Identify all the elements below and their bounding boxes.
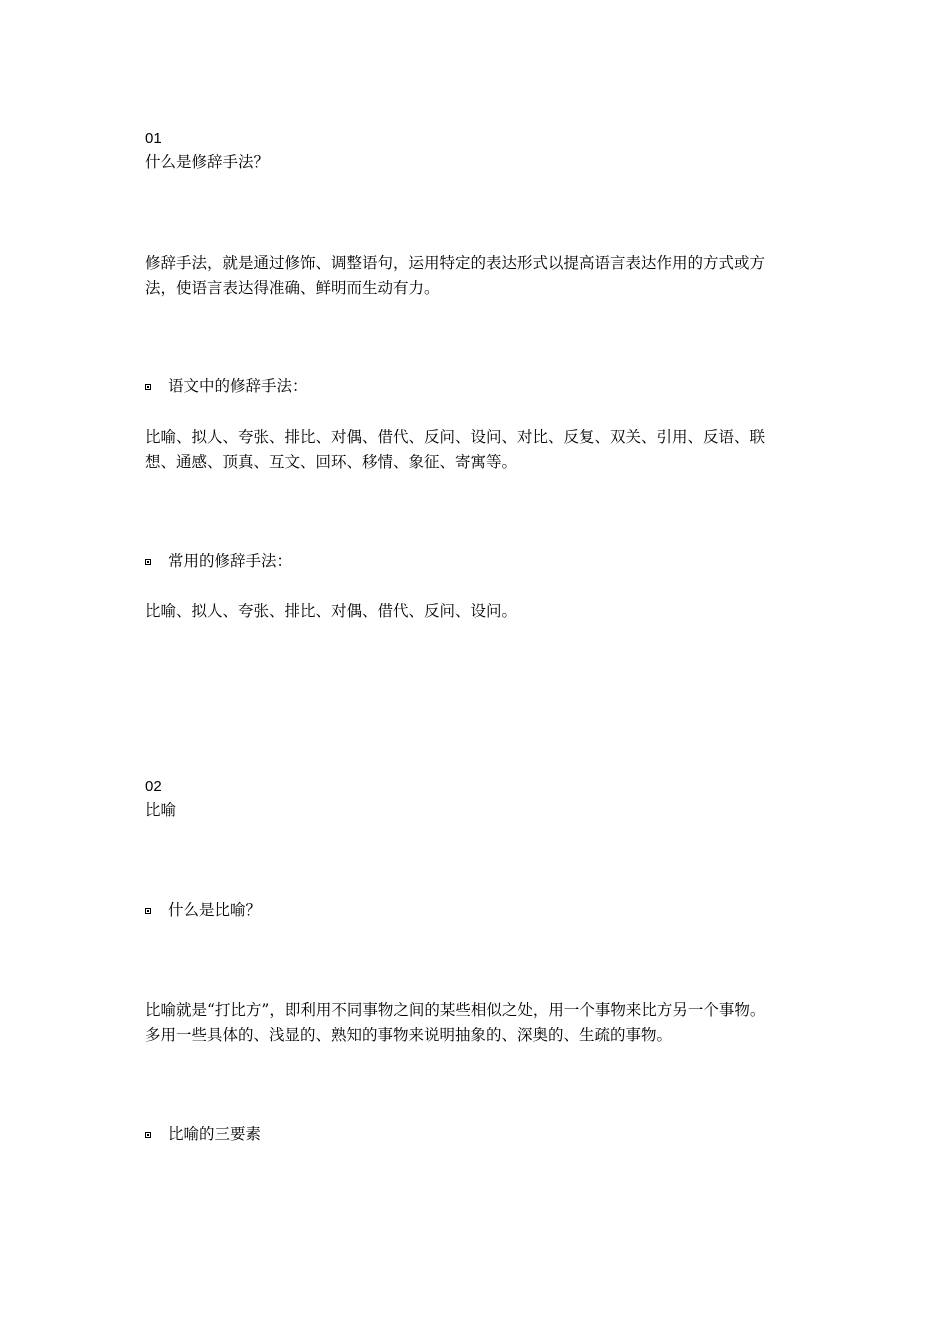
bullet-heading-text: 语文中的修辞手法： xyxy=(168,377,308,395)
definition-paragraph-line: 比喻就是“打比方”，即利用不同事物之间的某些相似之处，用一个事物来比方另一个事物。 xyxy=(145,1001,766,1019)
list-paragraph-line: 比喻、拟人、夸张、排比、对偶、借代、反问、设问、对比、反复、双关、引用、反语、联 xyxy=(145,428,766,446)
bullet-heading-text: 常用的修辞手法： xyxy=(168,552,293,570)
bullet-heading xyxy=(145,898,261,923)
bullet-heading-text: 比喻的三要素 xyxy=(168,1125,262,1143)
definition-paragraph-line: 多用一些具体的、浅显的、熟知的事物来说明抽象的、深奥的、生疏的事物。 xyxy=(145,1026,673,1044)
section-number: 02 xyxy=(145,778,162,795)
definition-paragraph-line: 法，使语言表达得准确、鲜明而生动有力。 xyxy=(145,279,440,297)
bullet-heading-text: 什么是比喻？ xyxy=(168,901,262,919)
section-number: 01 xyxy=(145,130,162,147)
list-paragraph-line: 想、通感、顶真、互文、回环、移情、象征、寄寓等。 xyxy=(145,453,518,471)
bullet-heading xyxy=(145,1122,261,1147)
list-paragraph-line: 比喻、拟人、夸张、排比、对偶、借代、反问、设问。 xyxy=(145,602,518,620)
definition-paragraph-line: 修辞手法，就是通过修饰、调整语句，运用特定的表达形式以提高语言表达作用的方式或方 xyxy=(145,254,766,272)
square-bullet-icon xyxy=(145,559,151,565)
bullet-heading xyxy=(145,549,292,574)
square-bullet-icon xyxy=(145,384,151,390)
section-title: 什么是修辞手法？ xyxy=(145,153,270,171)
bullet-heading xyxy=(145,374,308,399)
section-title: 比喻 xyxy=(145,801,177,819)
square-bullet-icon xyxy=(145,908,151,914)
square-bullet-icon xyxy=(145,1132,151,1138)
